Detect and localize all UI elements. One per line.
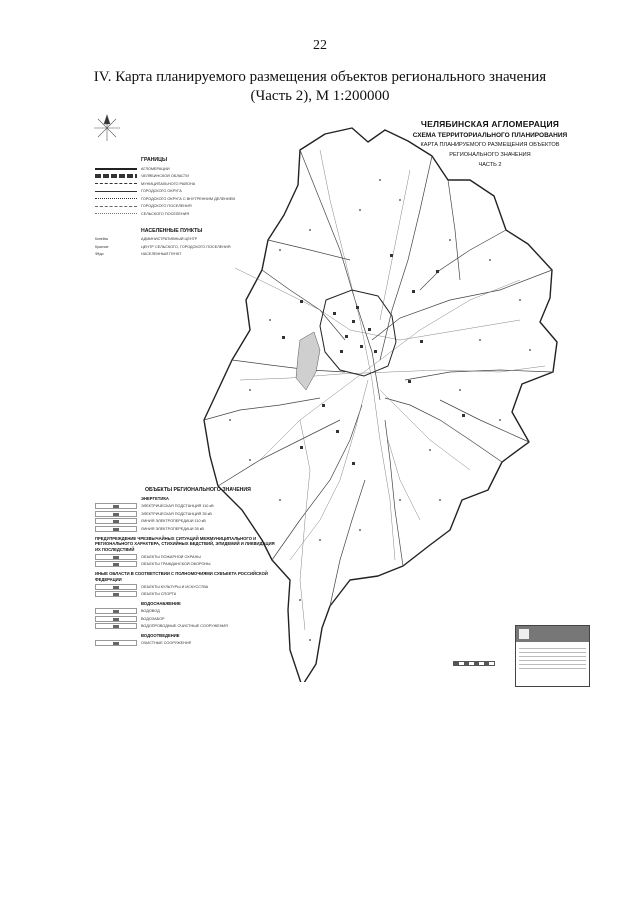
legend-symbol [95, 608, 137, 614]
legend-row [95, 203, 265, 211]
map-subtitle: СХЕМА ТЕРРИТОРИАЛЬНОГО ПЛАНИРОВАНИЯ [412, 132, 568, 139]
map-subtitle2: КАРТА ПЛАНИРУЕМОГО РАЗМЕЩЕНИЯ ОБЪЕКТОВ [420, 142, 560, 148]
legend-swatch [95, 206, 137, 207]
organization-logo-icon [519, 629, 529, 639]
legend-swatch [95, 168, 137, 170]
legend-label: ОБЪЕКТЫ СПОРТА [141, 592, 177, 597]
legend-row [95, 623, 275, 631]
legend-label: МУНИЦИПАЛЬНОГО РАЙОНА [141, 181, 196, 186]
legend-symbol [95, 616, 137, 622]
page-title [60, 68, 580, 106]
legend-label: ЧЕЛЯБИНСКОЙ ОБЛАСТИ [141, 174, 189, 179]
legend-label: ГОРОДСКОГО ОКРУГА [141, 189, 182, 194]
legend-row [95, 553, 275, 561]
legend-label: ЛИНИЯ ЭЛЕКТРОПЕРЕДАЧИ 110 кВ [141, 519, 206, 524]
legend-label: ВОДОЗАБОР [141, 616, 165, 621]
legend-symbol [95, 503, 137, 509]
legend-group-title: ВОДОСНАБЖЕНИЕ [141, 601, 181, 606]
legend-boundaries-places [95, 157, 265, 258]
legend-label: ЦЕНТР СЕЛЬСКОГО, ГОРОДСКОГО ПОСЕЛЕНИЯ [141, 244, 231, 249]
legend-label: ВОДОВОД [141, 609, 160, 614]
legend-label: АДМИНИСТРАТИВНЫЙ ЦЕНТР [141, 237, 198, 242]
legend-row [95, 583, 275, 591]
legend-label: ГОРОДСКОГО ОКРУГА С ВНУТРЕННИМ ДЕЛЕНИЕМ [141, 196, 236, 201]
legend-group-title: ИНЫЕ ОБЛАСТИ В СООТВЕТСТВИИ С ПОЛНОМОЧИЯМИ СУБЪЕКТА РОССИЙСКОЙ ФЕДЕРАЦИИ [95, 571, 268, 582]
legend-heading-boundaries: ГРАНИЦЫ [141, 157, 168, 163]
legend-label: ОЧИСТНЫЕ СООРУЖЕНИЯ [141, 641, 192, 646]
stamp-table [516, 642, 589, 675]
stamp-header [516, 626, 589, 642]
legend-row [95, 608, 275, 616]
legend-row [95, 561, 275, 569]
legend-row [95, 173, 265, 181]
legend-place-sample: Фёдо [95, 252, 104, 257]
legend-symbol [95, 591, 137, 597]
legend-swatch [95, 174, 137, 178]
legend-row [95, 518, 275, 526]
legend-row [95, 525, 275, 533]
legend-row [95, 615, 275, 623]
legend-swatch [95, 191, 137, 192]
legend-row [95, 180, 265, 188]
scale-bar [453, 661, 495, 666]
legend-row [95, 165, 265, 173]
legend-symbol [95, 518, 137, 524]
legend-row [95, 236, 265, 244]
legend-label: СЕЛЬСКОГО ПОСЕЛЕНИЯ [141, 211, 190, 216]
title-stamp [515, 625, 590, 687]
legend-row [95, 503, 275, 511]
legend-place-sample: Красное [95, 244, 109, 249]
legend-symbol [95, 526, 137, 532]
legend-row [95, 195, 265, 203]
legend-row [95, 510, 275, 518]
legend-symbol [95, 640, 137, 646]
legend-row [95, 188, 265, 196]
legend-swatch [95, 183, 137, 184]
page-title-line2: (Часть 2), М 1:200000 [250, 88, 390, 104]
legend-symbol [95, 623, 137, 629]
legend-swatch [95, 213, 137, 214]
legend-label: ВОДОПРОВОДНЫЕ ОЧИСТНЫЕ СООРУЖЕНИЯ [141, 624, 228, 629]
map-subtitle3: РЕГИОНАЛЬНОГО ЗНАЧЕНИЯ [449, 152, 531, 158]
legend-label: ЛИНИЯ ЭЛЕКТРОПЕРЕДАЧИ 35 кВ [141, 526, 204, 531]
legend-label: ГОРОДСКОГО ПОСЕЛЕНИЯ [141, 204, 192, 209]
legend-label: ЭЛЕКТРИЧЕСКАЯ ПОДСТАНЦИЯ 110 кВ [141, 504, 214, 509]
legend-group-title: ЭНЕРГЕТИКА [141, 496, 169, 501]
map-title-block [390, 119, 590, 169]
legend-label: ОБЪЕКТЫ ГРАЖДАНСКОЙ ОБОРОНЫ [141, 562, 211, 567]
legend-row [95, 243, 265, 251]
legend-regional-objects [95, 487, 275, 647]
legend-group-title: ВОДООТВЕДЕНИЕ [141, 633, 180, 638]
legend-label: НАСЕЛЕННЫЙ ПУНКТ [141, 252, 182, 257]
legend-label: ОБЪЕКТЫ КУЛЬТУРЫ И ИСКУССТВА [141, 584, 209, 589]
map-title: ЧЕЛЯБИНСКАЯ АГЛОМЕРАЦИЯ [420, 119, 560, 129]
legend-symbol [95, 584, 137, 590]
legend-heading-objects: ОБЪЕКТЫ РЕГИОНАЛЬНОГО ЗНАЧЕНИЯ [145, 487, 251, 493]
legend-symbol [95, 554, 137, 560]
legend-heading-places: НАСЕЛЕННЫЕ ПУНКТЫ [141, 227, 203, 234]
legend-row [95, 591, 275, 599]
map-part: ЧАСТЬ 2 [478, 162, 502, 168]
legend-row [95, 210, 265, 218]
legend-symbol [95, 561, 137, 567]
page-title-line1: IV. Карта планируемого размещения объектов регионального значения [93, 69, 547, 85]
legend-swatch [95, 198, 137, 199]
north-arrow-icon [94, 115, 120, 141]
legend-place-sample: Копейск [95, 237, 109, 242]
legend-row [95, 251, 265, 259]
legend-label: ЭЛЕКТРИЧЕСКАЯ ПОДСТАНЦИЯ 35 кВ [141, 511, 212, 516]
legend-symbol [95, 511, 137, 517]
legend-label: ОБЪЕКТЫ ПОЖАРНОЙ ОХРАНЫ [141, 554, 201, 559]
legend-label: АГЛОМЕРАЦИИ [141, 166, 170, 171]
legend-group-title: ПРЕДУПРЕЖДЕНИЕ ЧРЕЗВЫЧАЙНЫХ СИТУАЦИЙ МЕЖМУНИЦИПАЛЬНОГО И РЕГИОНАЛЬНОГО ХАРАКТЕРА, СТИХИЙНЫХ БЕДСТВИЙ, ЭПИДЕМИЙ И ЛИКВИДАЦИЯ ИХ ПОСЛЕДСТВИЙ [95, 535, 275, 552]
page-number: 22 [313, 38, 327, 53]
legend-row [95, 640, 275, 648]
